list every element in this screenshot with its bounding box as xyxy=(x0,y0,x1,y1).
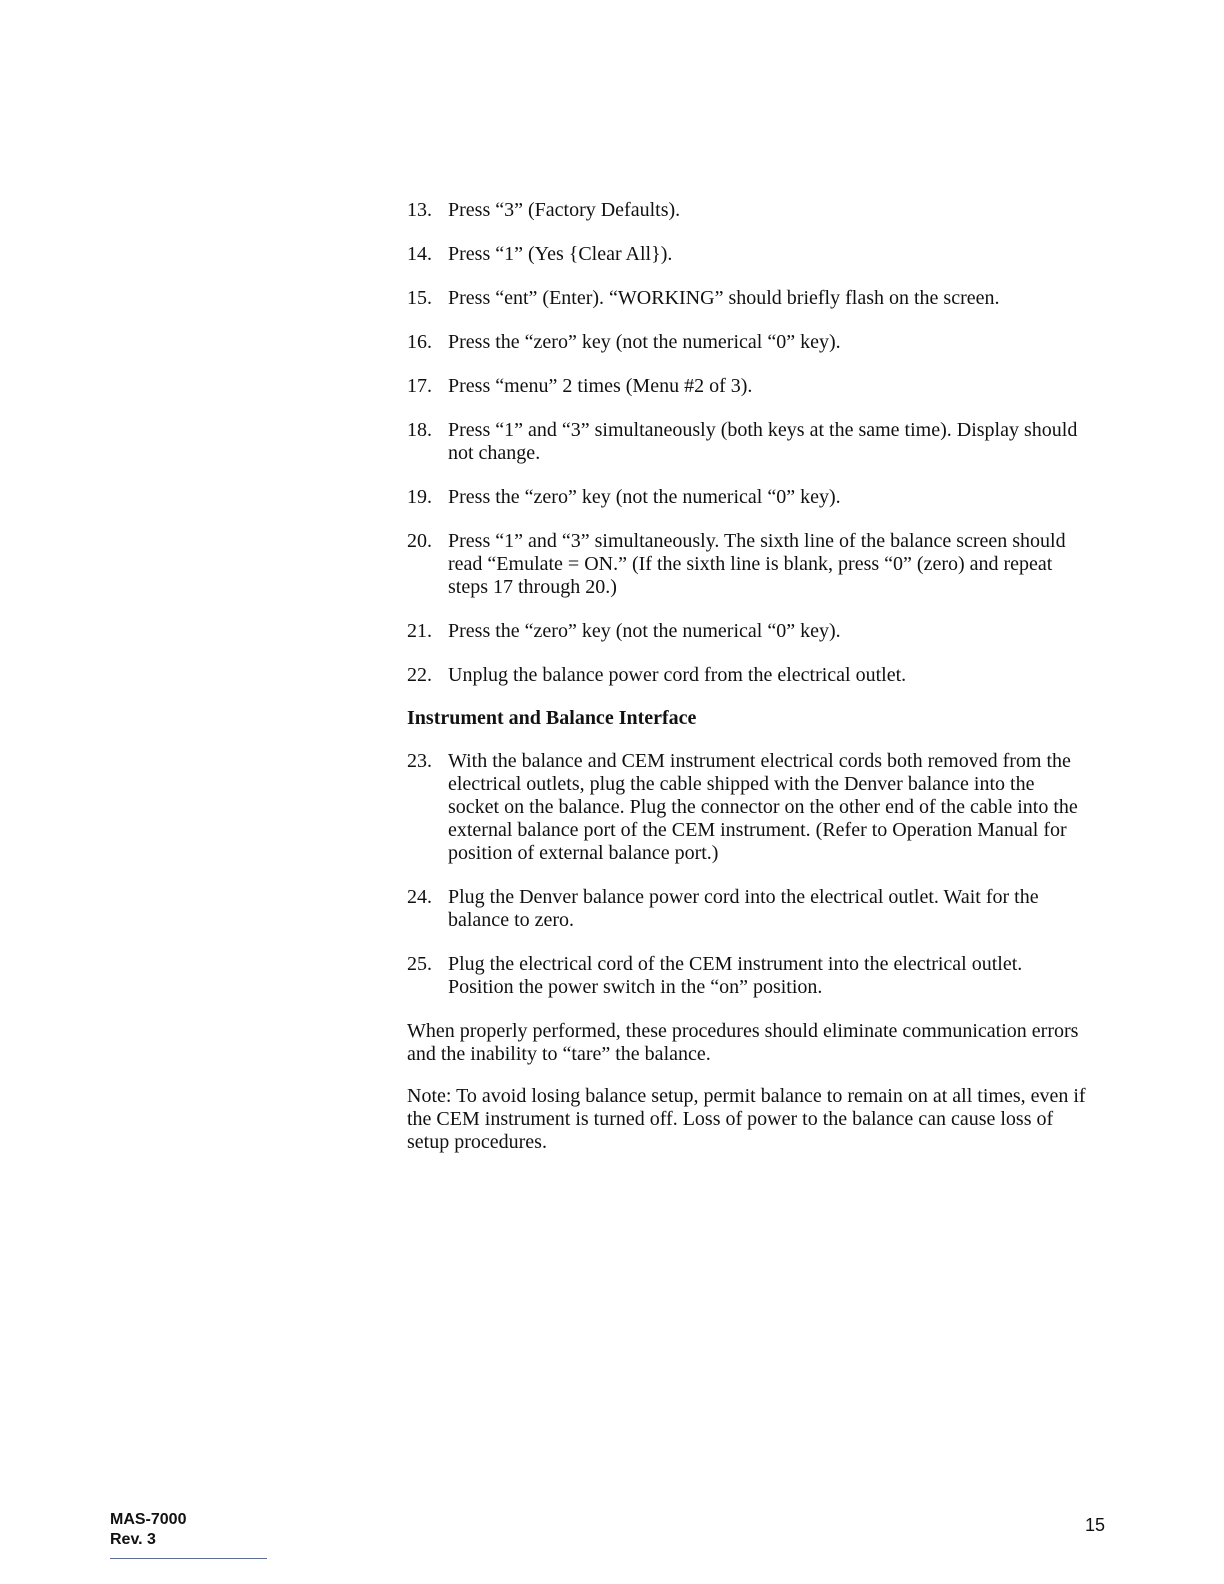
step-text: Press “ent” (Enter). “WORKING” should briefly flash on the screen. xyxy=(448,287,1000,309)
step-number: 14. xyxy=(407,243,432,265)
step-item xyxy=(407,886,1087,932)
step-text: Press the “zero” key (not the numerical “0” key). xyxy=(448,620,841,642)
section-heading: Instrument and Balance Interface xyxy=(407,707,697,729)
step-text: Press “1” and “3” simultaneously. The sixth line of the balance screen should read “Emulate = ON.” (If the sixth line is blank, press “0” (zero) and repeat steps 17 through 20.) xyxy=(448,530,1066,598)
step-number: 19. xyxy=(407,486,432,508)
step-number: 24. xyxy=(407,886,432,908)
step-item xyxy=(407,530,1087,599)
footer-model: MAS-7000 xyxy=(110,1511,187,1528)
step-text: Press “menu” 2 times (Menu #2 of 3). xyxy=(448,375,753,397)
closing-paragraph: When properly performed, these procedures should eliminate communication errors and the inability to “tare” the balance. xyxy=(407,1020,1079,1065)
step-item xyxy=(407,620,1087,643)
step-number: 23. xyxy=(407,750,432,772)
step-number: 15. xyxy=(407,287,432,309)
step-text: Press “3” (Factory Defaults). xyxy=(448,199,681,221)
step-text: Press “1” (Yes {Clear All}). xyxy=(448,243,673,265)
step-item xyxy=(407,287,1087,310)
step-item xyxy=(407,664,1087,687)
step-number: 22. xyxy=(407,664,432,686)
step-text: With the balance and CEM instrument electrical cords both removed from the electrical outlets, plug the cable shipped with the Denver balance into the socket on the balance. Plug the connector on the other end of the cable into the external balance port of the CEM instrument. (Refer to Operation Manual for position of external balance port.) xyxy=(448,750,1078,864)
step-text: Press the “zero” key (not the numerical “0” key). xyxy=(448,486,841,508)
manual-body xyxy=(407,199,1087,1173)
step-item xyxy=(407,199,1087,222)
footer-document-id xyxy=(110,1510,186,1550)
step-number: 20. xyxy=(407,530,432,552)
step-number: 18. xyxy=(407,419,432,441)
page-number: 15 xyxy=(1085,1515,1106,1535)
step-text: Plug the electrical cord of the CEM instrument into the electrical outlet. Position the power switch in the “on” position. xyxy=(448,953,1023,998)
steps-list-part2 xyxy=(407,750,1087,999)
step-number: 16. xyxy=(407,331,432,353)
steps-list-part1 xyxy=(407,199,1087,687)
step-item xyxy=(407,331,1087,354)
step-number: 21. xyxy=(407,620,432,642)
step-number: 25. xyxy=(407,953,432,975)
step-item xyxy=(407,375,1087,398)
footer-divider xyxy=(110,1558,267,1559)
note-paragraph: Note: To avoid losing balance setup, permit balance to remain on at all times, even if the CEM instrument is turned off. Loss of power to the balance can cause loss of setup procedures. xyxy=(407,1085,1086,1153)
step-item xyxy=(407,243,1087,266)
step-text: Plug the Denver balance power cord into the electrical outlet. Wait for the balance to zero. xyxy=(448,886,1039,931)
footer-revision: Rev. 3 xyxy=(110,1531,156,1548)
step-item xyxy=(407,486,1087,509)
step-text: Press the “zero” key (not the numerical “0” key). xyxy=(448,331,841,353)
step-number: 13. xyxy=(407,199,432,221)
step-item xyxy=(407,953,1087,999)
step-text: Press “1” and “3” simultaneously (both keys at the same time). Display should not change. xyxy=(448,419,1078,464)
step-number: 17. xyxy=(407,375,432,397)
step-item xyxy=(407,750,1087,865)
step-item xyxy=(407,419,1087,465)
step-text: Unplug the balance power cord from the electrical outlet. xyxy=(448,664,907,686)
